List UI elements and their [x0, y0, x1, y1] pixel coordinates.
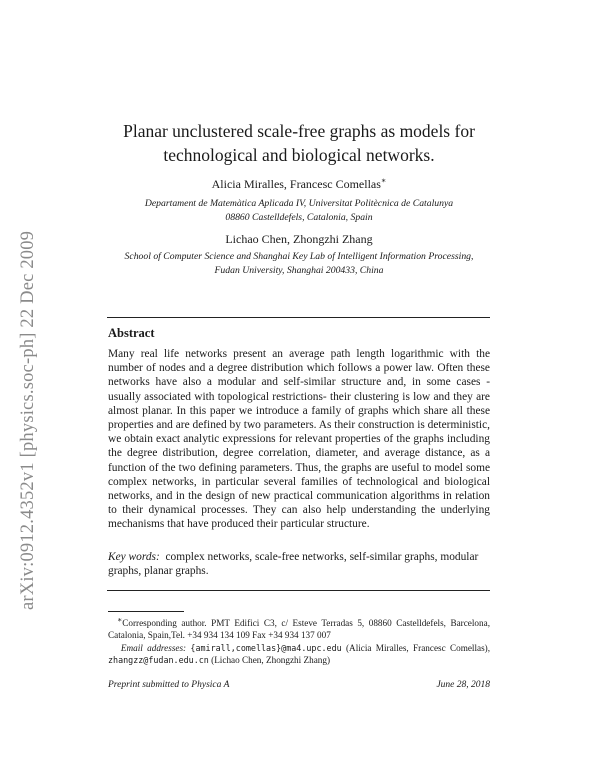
affiliation-1 [107, 197, 491, 225]
preprint-note: Preprint submitted to Physica A [108, 680, 230, 690]
abstract-top-rule [107, 317, 490, 318]
title-line-1: Planar unclustered scale-free graphs as models for [123, 121, 475, 141]
corresponding-mark: ∗ [380, 176, 387, 185]
paper-title [107, 119, 491, 167]
abstract-heading: Abstract [108, 326, 155, 340]
affiliation-2-line-2: Fudan University, Shanghai 200433, China [214, 265, 384, 276]
keywords [108, 550, 490, 578]
footnote-corresponding-text: Corresponding author. PMT Edifici C3, c/ Esteve Terradas 5, 08860 Castelldefels, Barcelona, Catalonia, Spain,Tel. +34 934 134 109 Fax +34 934 137 007 [108, 618, 490, 641]
footnote-corresponding [108, 614, 490, 642]
affiliation-1-line-2: 08860 Castelldefels, Catalonia, Spain [225, 212, 373, 223]
abstract-bottom-rule [107, 590, 490, 591]
footnote-mark: ∗ [117, 615, 123, 624]
abstract-body: Many real life networks present an average path length logarithmic with the number of nodes and a degree distribution which follows a power law. Often these networks have also a modular and self-similar structure and, in some cases - usually associated with topological restrictions- their clustering is low and they are almost planar. In this paper we introduce a family of graphs which share all these properties and are defined by two parameters. As their construction is deterministic, we obtain exact analytic expressions for relevant properties of the graphs including the degree distribution, degree correlation, diameter, and average distance, as a function of the two defining parameters. Thus, the graphs are useful to model some complex networks, in particular several families of technological and biological networks, and in the design of new practical communication algorithms in relation to their dynamical processes. They can also help understanding the underlying mechanisms that have produced their particular structure. [108, 348, 490, 531]
footnote-rule [108, 611, 184, 612]
affiliation-2-line-1: School of Computer Science and Shanghai Key Lab of Intelligent Information Processing, [124, 251, 474, 262]
keywords-text: complex networks, scale-free networks, self-similar graphs, modular graphs, planar graphs. [108, 551, 479, 578]
email-link-1[interactable]: {amirall,comellas}@ma4.upc.edu [190, 642, 342, 653]
footnote [108, 614, 490, 667]
keywords-label: Key words: [108, 551, 160, 563]
authors-group-1 [107, 176, 491, 192]
affiliation-1-line-1: Departament de Matemàtica Aplicada IV, Universitat Politècnica de Catalunya [144, 198, 454, 209]
email-label: Email addresses: [120, 642, 187, 653]
affiliation-2 [107, 250, 491, 278]
email-link-2[interactable]: zhangzz@fudan.edu.cn [108, 655, 209, 666]
authors-names-1: Alicia Miralles, Francesc Comellas [211, 177, 381, 191]
preprint-date: June 28, 2018 [436, 680, 490, 690]
title-line-2: technological and biological networks. [163, 145, 435, 165]
authors-group-2: Lichao Chen, Zhongzhi Zhang [225, 232, 373, 246]
arxiv-stamp: arXiv:0912.4352v1 [physics.soc-ph] 22 Dec 2009 [18, 230, 38, 610]
email-names-2: (Lichao Chen, Zhongzhi Zhang) [211, 655, 331, 666]
footnote-emails [108, 642, 490, 667]
email-names-1: (Alicia Miralles, Francesc Comellas), [346, 642, 491, 653]
